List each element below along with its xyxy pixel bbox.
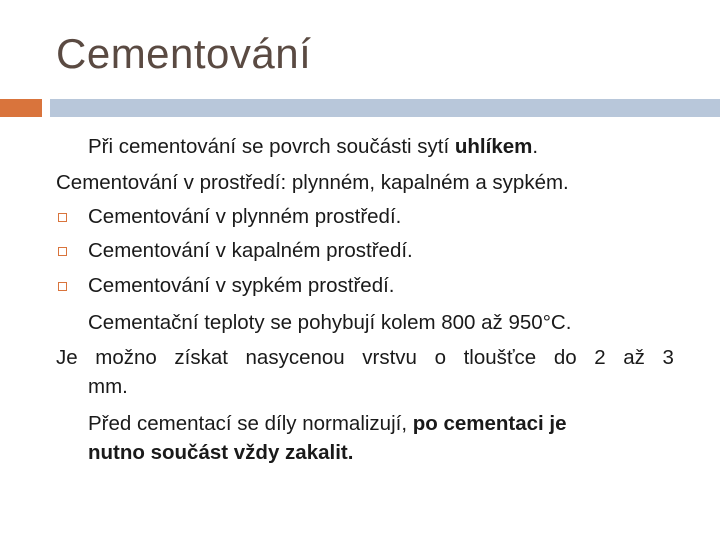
bullet-square-icon <box>58 282 67 291</box>
slide-title: Cementování <box>56 30 312 77</box>
layer-word: nasycenou <box>245 346 345 369</box>
layer-word: do <box>553 346 577 369</box>
layer-line-end: mm. <box>88 375 128 398</box>
layer-word: Je <box>56 346 78 369</box>
intro-text: Při cementování se povrch součásti sytí <box>88 135 455 158</box>
normalize-line <box>88 411 567 437</box>
normalize-text: Před cementací se díly normalizují, <box>88 412 413 435</box>
bullet-item-liquid: Cementování v kapalném prostředí. <box>88 239 413 262</box>
layer-word: až <box>623 346 645 369</box>
temperature-line: Cementační teploty se pohybují kolem 800 až 950°C. <box>88 311 572 334</box>
environments-line: Cementování v prostředí: plynném, kapalném a sypkém. <box>56 171 569 194</box>
intro-bold: uhlíkem <box>454 135 533 158</box>
bullet-square-icon <box>58 247 67 256</box>
harden-line <box>88 440 353 466</box>
layer-word: 2 <box>594 346 606 369</box>
layer-word: 3 <box>662 346 674 369</box>
normalize-bold: po cementaci je <box>412 412 567 435</box>
bullet-item-solid: Cementování v sypkém prostředí. <box>88 274 395 297</box>
layer-word: získat <box>174 346 228 369</box>
accent-bar-orange <box>0 99 42 117</box>
layer-line <box>56 345 674 371</box>
layer-word: vrstvu <box>362 346 417 369</box>
accent-bar-blue <box>50 99 720 117</box>
bullet-square-icon <box>58 213 67 222</box>
harden-bold: nutno součást vždy zakalit. <box>88 441 354 464</box>
intro-line <box>88 134 538 160</box>
intro-period: . <box>532 135 539 158</box>
layer-word: možno <box>95 346 157 369</box>
layer-word: tloušťce <box>463 346 537 369</box>
bullet-item-gas: Cementování v plynném prostředí. <box>88 205 402 228</box>
layer-word: o <box>434 346 446 369</box>
